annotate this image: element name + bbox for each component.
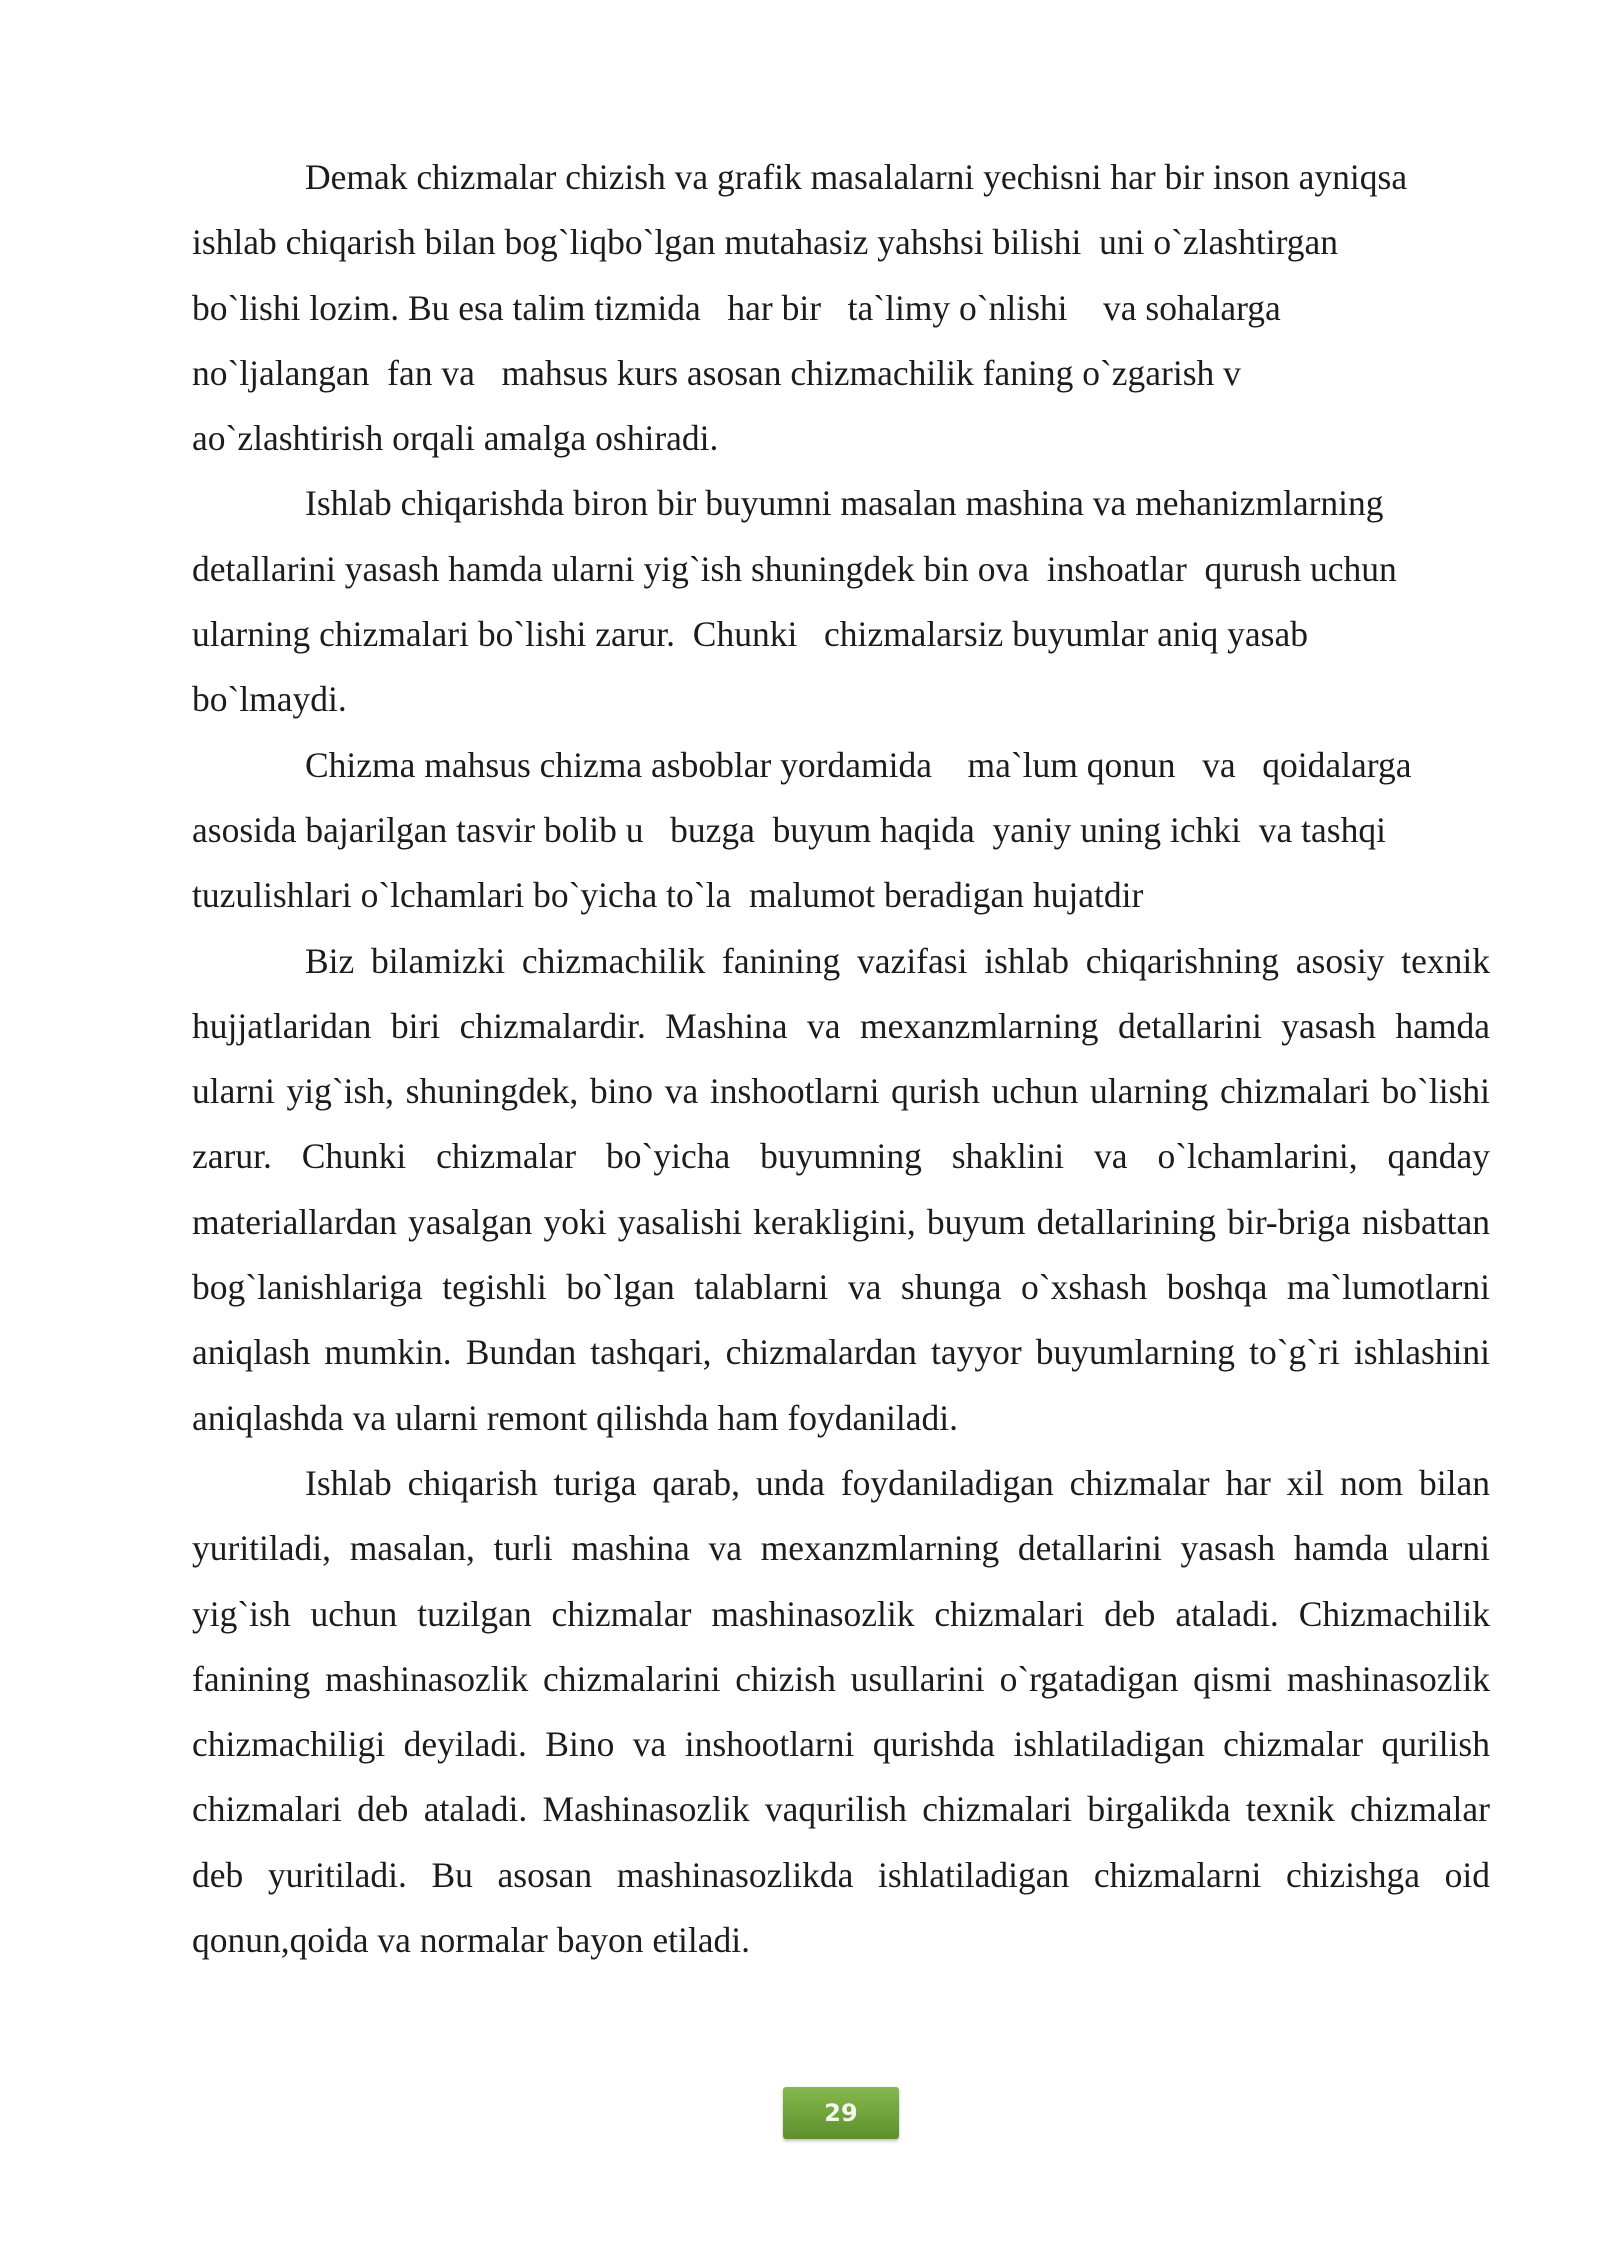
page-number-badge: 29 (783, 2087, 899, 2139)
paragraph-2-line-2: detallarini yasash hamda ularni yig`ish shuningdek bin ova inshoatlar qurush uchun (192, 548, 1397, 589)
paragraph-2-line-3: ularning chizmalari bo`lishi zarur. Chunki chizmalarsiz buyumlar aniq yasab (192, 614, 1308, 655)
document-body (192, 145, 1490, 1973)
paragraph-2-line-1: Ishlab chiqarishda biron bir buyumni masalan mashina va mehanizmlarning (305, 483, 1384, 524)
paragraph-1-line-1: Demak chizmalar chizish va grafik masalalarni yechisni har bir inson ayniqsa (305, 157, 1408, 197)
paragraph-1-line-5: ao`zlashtirish orqali amalga oshiradi. (192, 418, 719, 459)
paragraph-1 (192, 145, 1490, 471)
paragraph-3-line-3: tuzulishlari o`lchamlari bo`yicha to`la malumot beradigan hujatdir (192, 875, 1144, 916)
paragraph-4: Biz bilamizki chizmachilik fanining vazifasi ishlab chiqarishning asosiy texnik hujjatlaridan biri chizmalardir. Mashina va mexanzmlarning detallarini yasash hamda ularni yig`ish, shuningdek, bino va inshootlarni qurish uchun ularning chizmalari bo`lishi zarur. Chunki chizmalar bo`yicha buyumning shaklini va o`lchamlarini, qanday materiallardan yasalgan yoki yasalishi kerakligini, buyum detallarining bir-briga nisbattan bog`lanishlariga tegishli bo`lgan talablarni va shunga o`xshash boshqa ma`lumotlarni aniqlash mumkin. Bundan tashqari, chizmalardan tayyor buyumlarning to`g`ri ishlashini aniqlashda va ularni remont qilishda ham foydaniladi. (192, 940, 1490, 1438)
paragraph-1-line-3: bo`lishi lozim. Bu esa talim tizmida har bir ta`limy o`nlishi va sohalarga (192, 287, 1281, 328)
paragraph-3 (192, 733, 1490, 929)
paragraph-2 (192, 471, 1490, 732)
paragraph-1-line-2: ishlab chiqarish bilan bog`liqbo`lgan mutahasiz yahshsi bilishi uni o`zlashtirgan (192, 222, 1339, 263)
paragraph-5: Ishlab chiqarish turiga qarab, unda foydaniladigan chizmalar har xil nom bilan yuritiladi, masalan, turli mashina va mexanzmlarning detallarini yasash hamda ularni yig`ish uchun tuzilgan chizmalar mashinasozlik chizmalari deb ataladi. Chizmachilik fanining mashinasozlik chizmalarini chizish usullarini o`rgatadigan qismi mashinasozlik chizmachiligi deyiladi. Bino va inshootlarni qurishda ishlatiladigan chizmalar qurilish chizmalari deb ataladi. Mashinasozlik vaqurilish chizmalari birgalikda texnik chizmalar deb yuritiladi. Bu asosan mashinasozlikda ishlatiladigan chizmalarni chizishga oid qonun,qoida va normalar bayon etiladi. (192, 1462, 1490, 1961)
paragraph-2-line-4: bo`lmaydi. (192, 679, 347, 720)
paragraph-3-line-1: Chizma mahsus chizma asboblar yordamida ma`lum qonun va qoidalarga (305, 744, 1412, 785)
paragraph-1-line-4: no`ljalangan fan va mahsus kurs asosan chizmachilik faning o`zgarish v (192, 352, 1241, 393)
paragraph-3-line-2: asosida bajarilgan tasvir bolib u buzga buyum haqida yaniy uning ichki va tashqi (192, 809, 1386, 850)
